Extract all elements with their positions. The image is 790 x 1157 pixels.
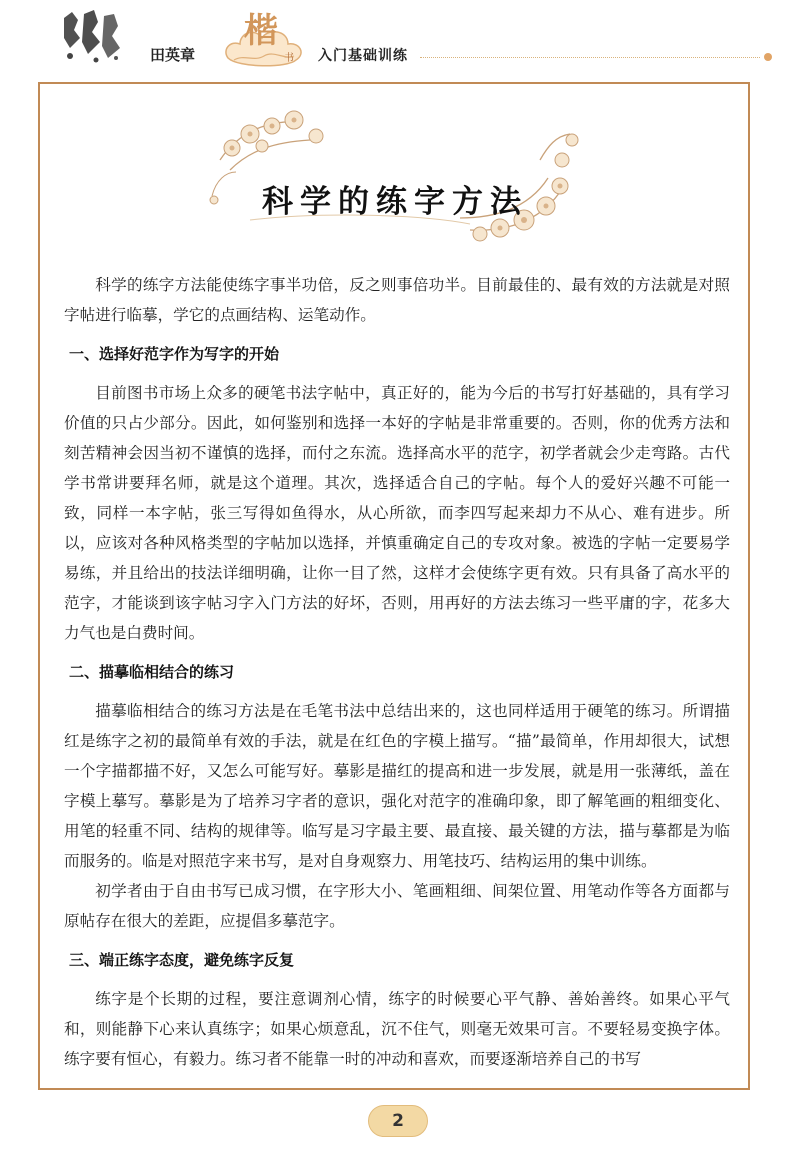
section-3-paragraph-1: 练字是个长期的过程，要注意调剂心情，练字的时候要心平气静、善始善终。如果心平气和，则能静下心来认真练字；如果心烦意乱，沉不住气，则毫无效果可言。不要轻易变换字体。练字要有恒心，有毅力。练习者不能靠一时的冲动和喜欢，而要逐渐培养自己的书写 <box>64 990 730 1068</box>
ink-calligraphy-logo <box>58 8 128 66</box>
header-dot <box>764 53 772 61</box>
header-dotted-rule <box>420 57 760 58</box>
series-title: 入门基础训练 <box>318 48 408 64</box>
section-2-paragraph-1: 描摹临相结合的练习方法是在毛笔书法中总结出来的，这也同样适用于硬笔的练习。所谓描红是练字之初的最简单有效的手法，就是在红色的字模上描写。“描”最简单，作用却很大，试想一个字描都描不好，又怎么可能写好。摹影是描红的提高和进一步发展，就是用一张薄纸，盖在字模上摹写。摹影是为了培养习字者的意识，强化对范字的准确印象，即了解笔画的粗细变化、用笔的轻重不同、结构的规律等。临写是习字最主要、最直接、最关键的方法，描与摹都是为临而服务的。临是对照范字来书写，是对自身观察力、用笔技巧、结构运用的集中训练。 <box>64 702 730 870</box>
page-header <box>0 0 790 80</box>
section-2-paragraph-2: 初学者由于自由书写已成习惯，在字形大小、笔画粗细、间架位置、用笔动作等各方面都与原帖存在很大的差距，应提倡多摹范字。 <box>64 882 730 930</box>
intro-paragraph: 科学的练字方法能使练字事半功倍，反之则事倍功半。目前最佳的、最有效的方法就是对照字帖进行临摹，学它的点画结构、运笔动作。 <box>64 276 730 324</box>
section-1-paragraph-1: 目前图书市场上众多的硬笔书法字帖中，真正好的，能为今后的书写打好基础的，具有学习价值的只占少部分。因此，如何鉴别和选择一本好的字帖是非常重要的。否则，你的优秀方法和刻苦精神会因当初不谨慎的选择，而付之东流。选择高水平的范字，初学者就会少走弯路。古代学书常讲要拜名师，就是这个道理。其次，选择适合自己的字帖。每个人的爱好兴趣不可能一致，同样一本字帖，张三写得如鱼得水，从心所欲，而李四写起来却力不从心、难有进步。所以，应该对各种风格类型的字帖加以选择，并慎重确定自己的专攻对象。被选的字帖一定要易学易练，并且给出的技法详细明确，让你一目了然，这样才会使练字更有效。只有具备了高水平的范字，才能谈到该字帖习字入门方法的好坏，否则，用再好的方法去练习一些平庸的字，花多大力气也是白费时间。 <box>64 384 730 642</box>
section-heading-2: 二、描摹临相结合的练习 <box>69 663 235 681</box>
section-heading-3: 三、端正练字态度，避免练字反复 <box>69 951 295 969</box>
title-ornament-area <box>0 100 790 250</box>
page-title: 科学的练字方法 <box>262 184 528 220</box>
author-name: 田英章 <box>150 46 196 64</box>
page-number-badge: 2 <box>368 1105 428 1137</box>
article-body <box>64 270 730 1074</box>
section-heading-1: 一、选择好范字作为写字的开始 <box>69 345 280 363</box>
style-character: 楷 <box>244 11 278 51</box>
floral-ornament-icon <box>0 100 790 250</box>
style-character-small: 书 <box>284 53 294 64</box>
